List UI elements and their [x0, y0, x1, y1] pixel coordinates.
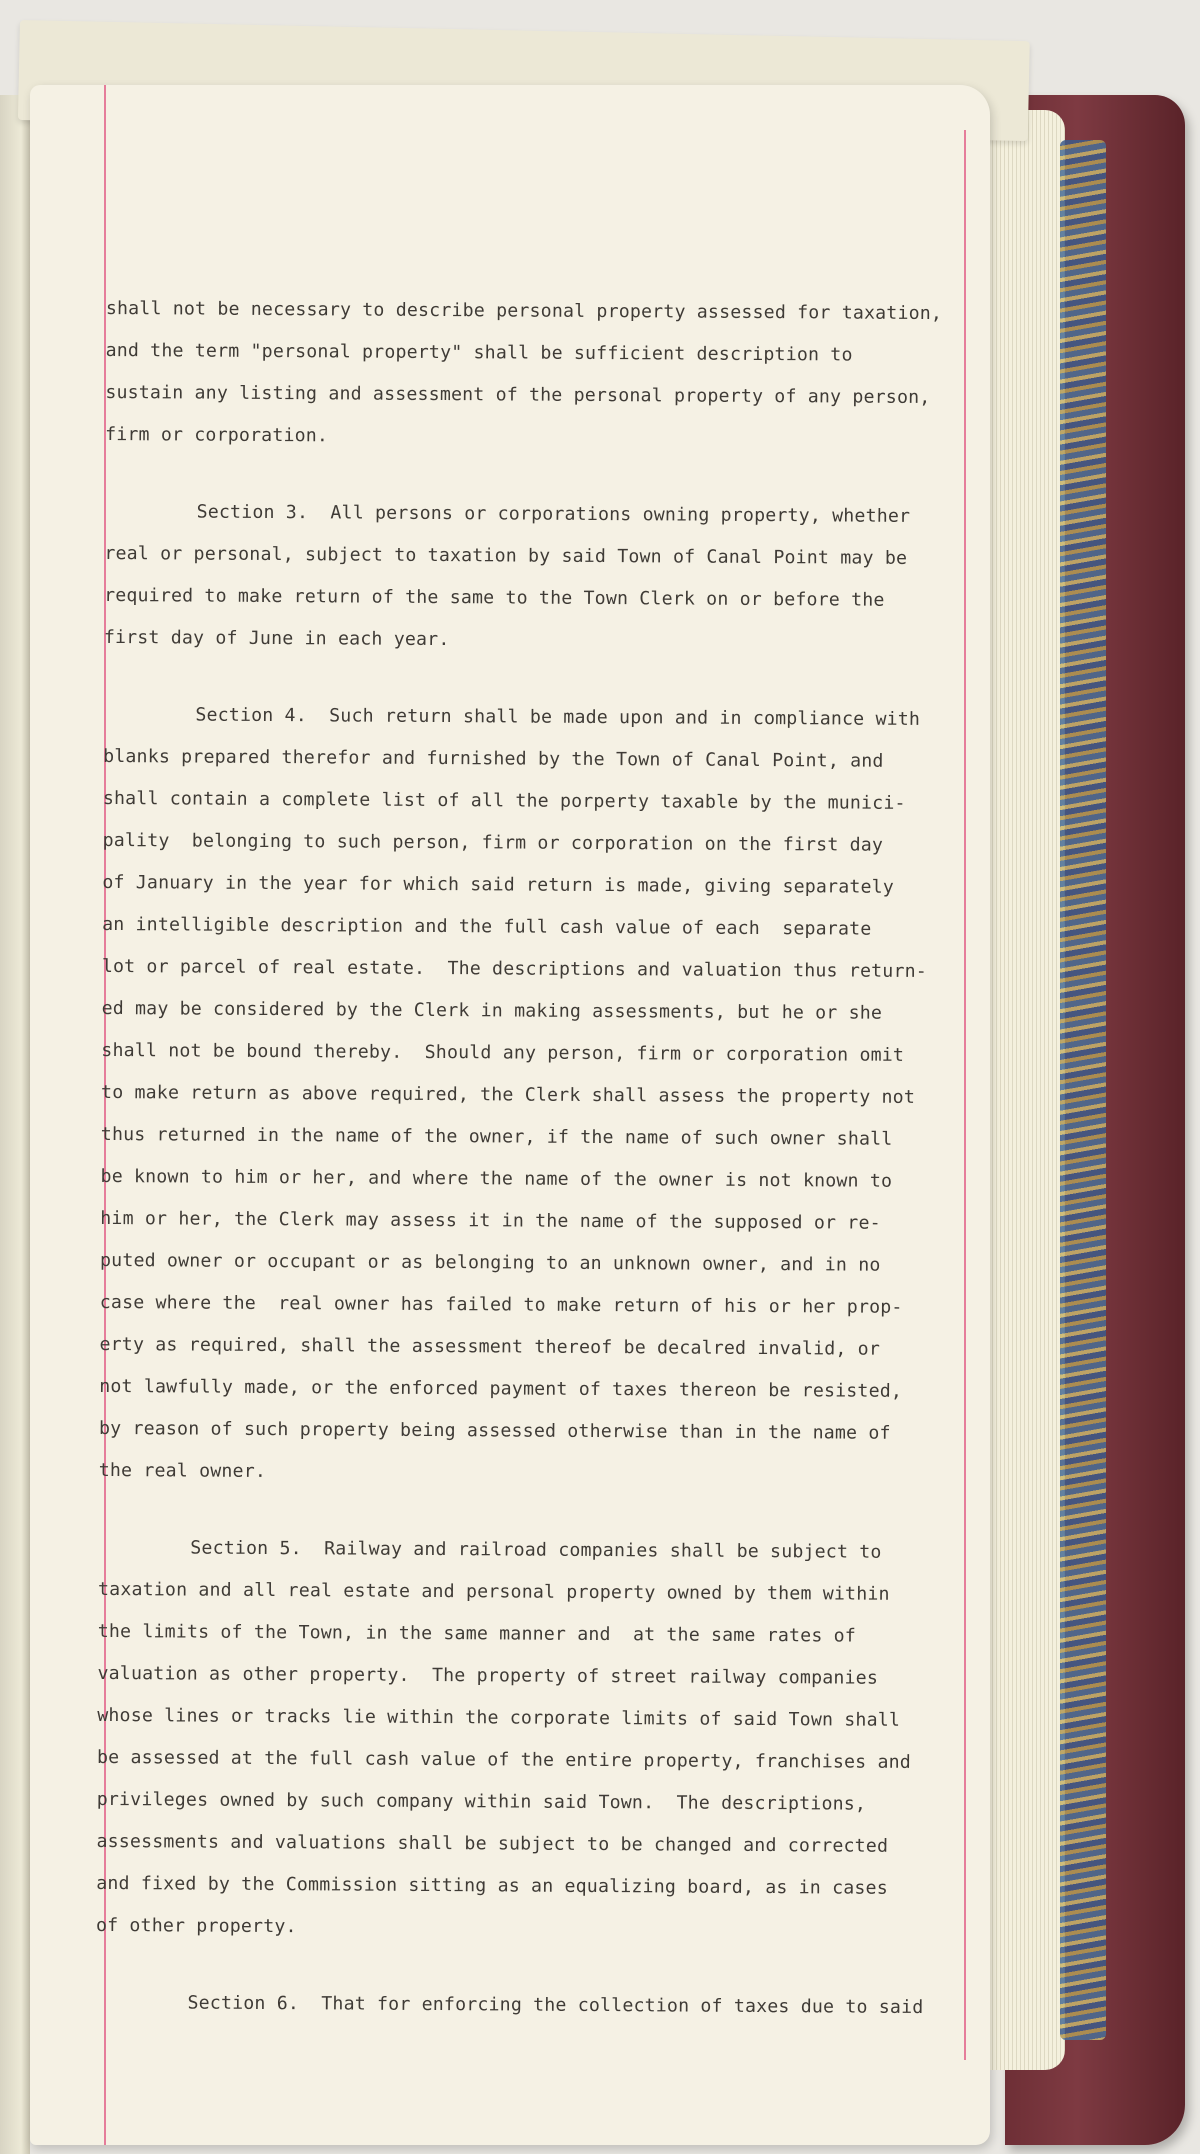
paragraph-continuation — [105, 288, 976, 461]
text-line: an intelligible description and the full cash value of each separate — [102, 913, 872, 940]
paragraph-section-6 — [95, 1982, 965, 2029]
text-line: taxation and all real estate and personal property owned by them within — [97, 1578, 890, 1605]
text-line: lot or parcel of real estate. The descriptions and valuation thus return- — [101, 955, 927, 983]
left-page-edge — [0, 95, 30, 2154]
typed-text-block — [95, 288, 976, 2064]
paragraph-section-5 — [96, 1527, 969, 1952]
text-line: ed may be considered by the Clerk in making assessments, but he or she — [101, 997, 883, 1024]
text-line: by reason of such property being assessed otherwise than in the name of — [98, 1417, 891, 1444]
text-line: first day of June in each year. — [103, 626, 450, 651]
marbled-page-edge — [1060, 140, 1106, 2040]
text-line: the real owner. — [98, 1459, 267, 1482]
text-line: Section 4. Such return shall be made upon and in compliance with — [195, 704, 921, 730]
text-line: of January in the year for which said return is made, giving separately — [102, 871, 895, 898]
text-line: shall not be bound thereby. Should any person, firm or corporation omit — [101, 1039, 905, 1066]
text-line: be assessed at the full cash value of the entire property, franchises and — [96, 1746, 912, 1773]
text-line: sustain any listing and assessment of the personal property of any person, — [105, 381, 931, 409]
text-line: puted owner or occupant or as belonging to an unknown owner, and in no — [99, 1249, 881, 1276]
text-line: the limits of the Town, in the same manner and at the same rates of — [97, 1620, 857, 1647]
text-line: shall contain a complete list of all the porperty taxable by the munici- — [102, 787, 906, 814]
text-line: case where the real owner has failed to make return of his or her prop- — [99, 1291, 903, 1318]
paragraph-section-3 — [104, 491, 975, 664]
text-line: assessments and valuations shall be subject to be changed and corrected — [96, 1830, 889, 1857]
text-line: thus returned in the name of the owner, if the name of such owner shall — [100, 1123, 893, 1150]
text-line: valuation as other property. The property of street railway companies — [97, 1662, 879, 1689]
text-line: Section 6. That for enforcing the collection of taxes due to said — [187, 1992, 924, 2019]
text-line: to make return as above required, the Clerk shall assess the property not — [101, 1081, 916, 1108]
text-line: real or personal, subject to taxation by said Town of Canal Point may be — [104, 542, 908, 569]
paragraph-section-4 — [99, 694, 974, 1497]
text-line: not lawfully made, or the enforced payment of taxes thereon be resisted, — [99, 1375, 903, 1402]
text-line: blanks prepared therefor and furnished by the Town of Canal Point, and — [103, 745, 884, 772]
text-line: and fixed by the Commission sitting as an equalizing board, as in cases — [96, 1872, 888, 1899]
text-line: privileges owned by such company within said Town. The descriptions, — [96, 1788, 867, 1815]
text-line: Section 5. Railway and railroad companies shall be subject to — [190, 1537, 882, 1563]
text-line: be known to him or her, and where the name of the owner is not known to — [100, 1165, 893, 1192]
text-line: whose lines or tracks lie within the corporate limits of said Town shall — [97, 1704, 901, 1731]
text-line: erty as required, shall the assessment thereof be decalred invalid, or — [99, 1333, 881, 1360]
page-stack-edge — [985, 110, 1065, 2070]
text-line: and the term "personal property" shall be sufficient description to — [105, 339, 853, 366]
text-line: Section 3. All persons or corporations owning property, whether — [196, 501, 911, 527]
text-line: pality belonging to such person, firm or corporation on the first day — [102, 829, 884, 856]
text-line: firm or corporation. — [105, 423, 329, 447]
text-line: shall not be necessary to describe personal property assessed for taxation, — [105, 297, 943, 325]
text-line: required to make return of the same to the Town Clerk on or before the — [104, 584, 885, 611]
text-line: of other property. — [95, 1914, 297, 1938]
text-line: him or her, the Clerk may assess it in the name of the supposed or re- — [100, 1207, 881, 1234]
